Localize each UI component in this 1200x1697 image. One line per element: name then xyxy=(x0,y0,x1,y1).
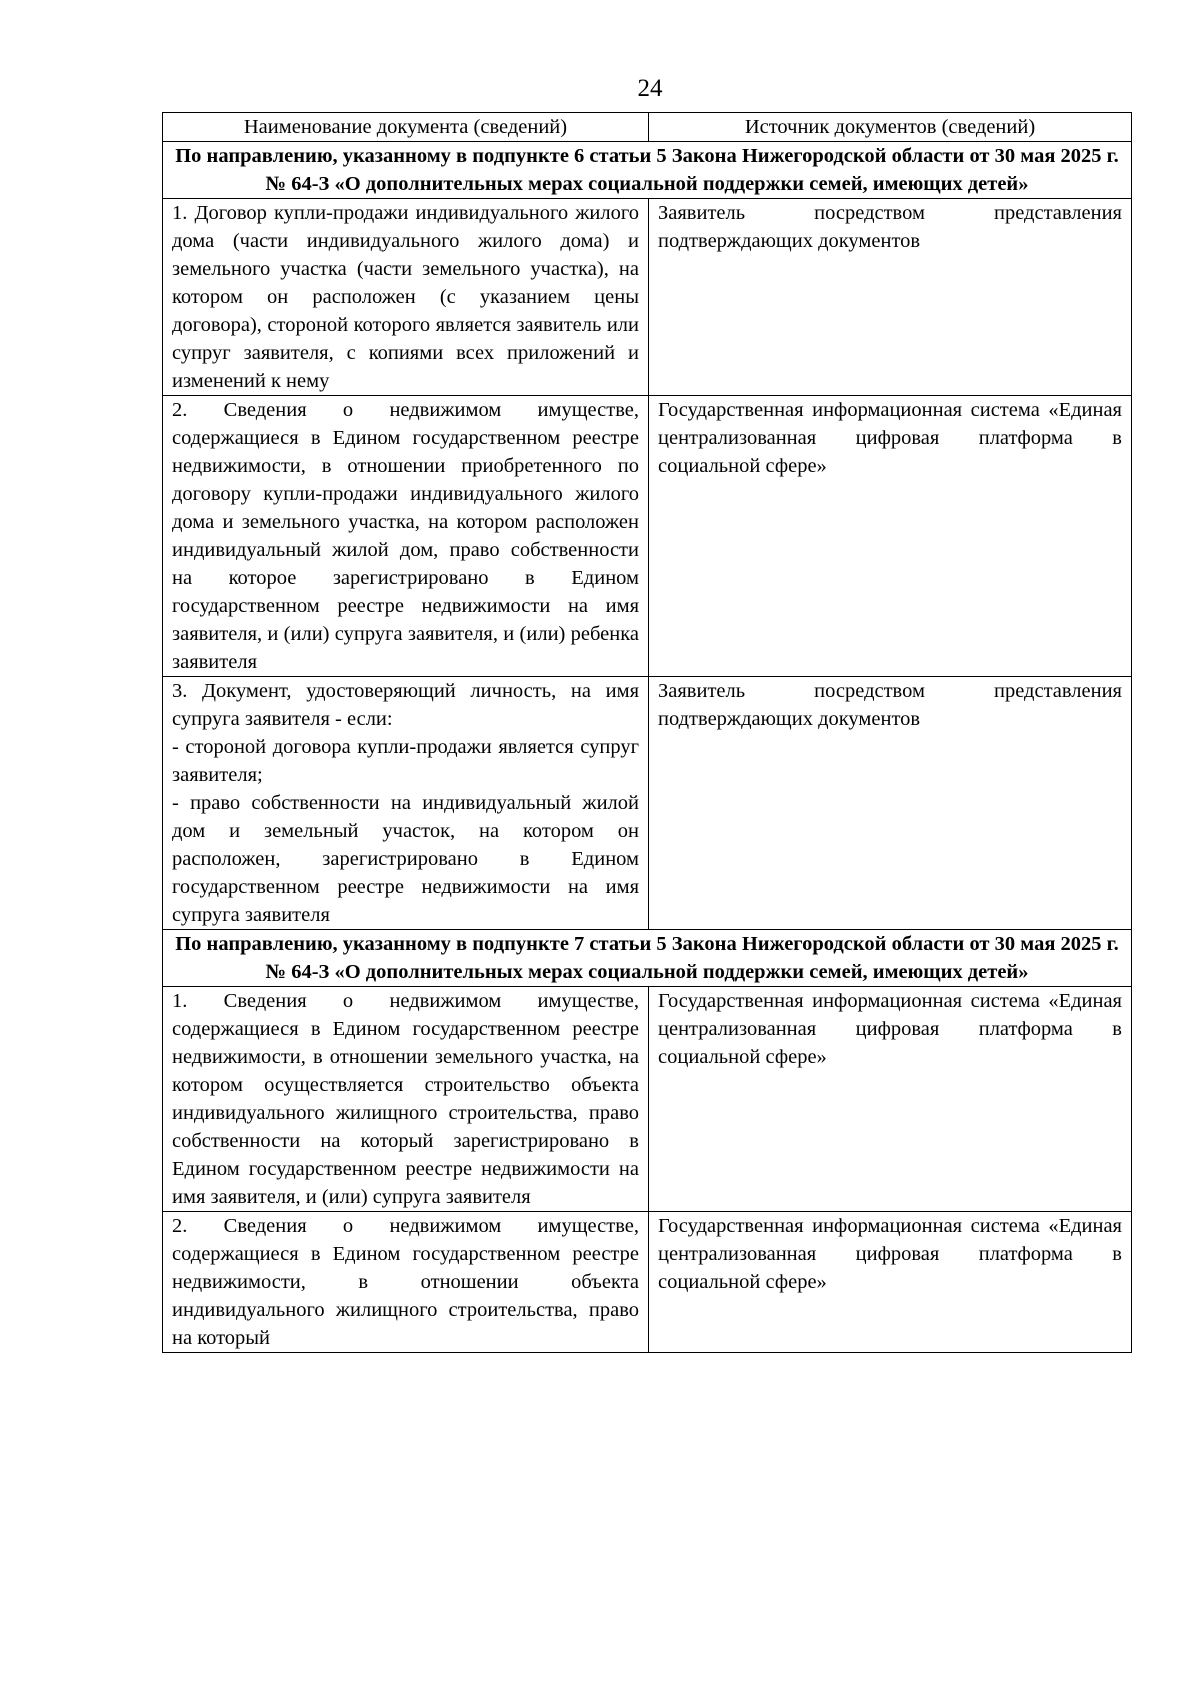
documents-table xyxy=(162,112,1132,1353)
document-cell xyxy=(163,677,649,930)
table-row xyxy=(163,677,1132,930)
section-row xyxy=(163,142,1132,199)
document-cell-line: - стороной договора купли-продажи является супруг заявителя; xyxy=(172,736,639,786)
table-row xyxy=(163,987,1132,1212)
table-row xyxy=(163,199,1132,396)
table-header-row xyxy=(163,113,1132,142)
document-cell: 1. Сведения о недвижимом имуществе, содержащиеся в Едином государственном реестре недвижимости, в отношении земельного участка, на котором осуществляется строительство объекта индивидуального жилищного строительства, право собственности на который зарегистрировано в Едином государственном реестре недвижимости на имя заявителя, и (или) супруга заявителя xyxy=(163,987,649,1212)
document-cell-line: - право собственности на индивидуальный жилой дом и земельный участок, на котором он расположен, зарегистрировано в Едином государственном реестре недвижимости на имя супруга заявителя xyxy=(172,792,639,926)
document-cell: 1. Договор купли-продажи индивидуального жилого дома (части индивидуального жилого дома) и земельного участка (части земельного участка), на котором он расположен (с указанием цены договора), стороной которого является заявитель или супруг заявителя, с копиями всех приложений и изменений к нему xyxy=(163,199,649,396)
source-cell: Государственная информационная система «Единая централизованная цифровая платформа в социальной сфере» xyxy=(649,396,1132,677)
column-header-source: Источник документов (сведений) xyxy=(649,113,1132,142)
section-row xyxy=(163,930,1132,987)
source-cell: Государственная информационная система «Единая централизованная цифровая платформа в социальной сфере» xyxy=(649,987,1132,1212)
table-row xyxy=(163,396,1132,677)
document-cell: 2. Сведения о недвижимом имуществе, содержащиеся в Едином государственном реестре недвижимости, в отношении приобретенного по договору купли-продажи индивидуального жилого дома и земельного участка, на котором расположен индивидуальный жилой дом, право собственности на которое зарегистрировано в Едином государственном реестре недвижимости на имя заявителя, и (или) супруга заявителя, и (или) ребенка заявителя xyxy=(163,396,649,677)
source-cell: Государственная информационная система «Единая централизованная цифровая платформа в социальной сфере» xyxy=(649,1212,1132,1353)
table-row xyxy=(163,1212,1132,1353)
document-cell: 2. Сведения о недвижимом имуществе, содержащиеся в Едином государственном реестре недвижимости, в отношении объекта индивидуального жилищного строительства, право на который xyxy=(163,1212,649,1353)
section-title: По направлению, указанному в подпункте 7 статьи 5 Закона Нижегородской области от 30 мая 2025 г. № 64-З «О дополнительных мерах социальной поддержки семей, имеющих детей» xyxy=(163,930,1132,987)
column-header-document: Наименование документа (сведений) xyxy=(163,113,649,142)
source-cell: Заявитель посредством представления подтверждающих документов xyxy=(649,199,1132,396)
page-number: 24 xyxy=(637,75,663,102)
document-cell-line: 3. Документ, удостоверяющий личность, на имя супруга заявителя - если: xyxy=(172,680,639,730)
section-title: По направлению, указанному в подпункте 6 статьи 5 Закона Нижегородской области от 30 мая 2025 г. № 64-З «О дополнительных мерах социальной поддержки семей, имеющих детей» xyxy=(163,142,1132,199)
source-cell: Заявитель посредством представления подтверждающих документов xyxy=(649,677,1132,930)
